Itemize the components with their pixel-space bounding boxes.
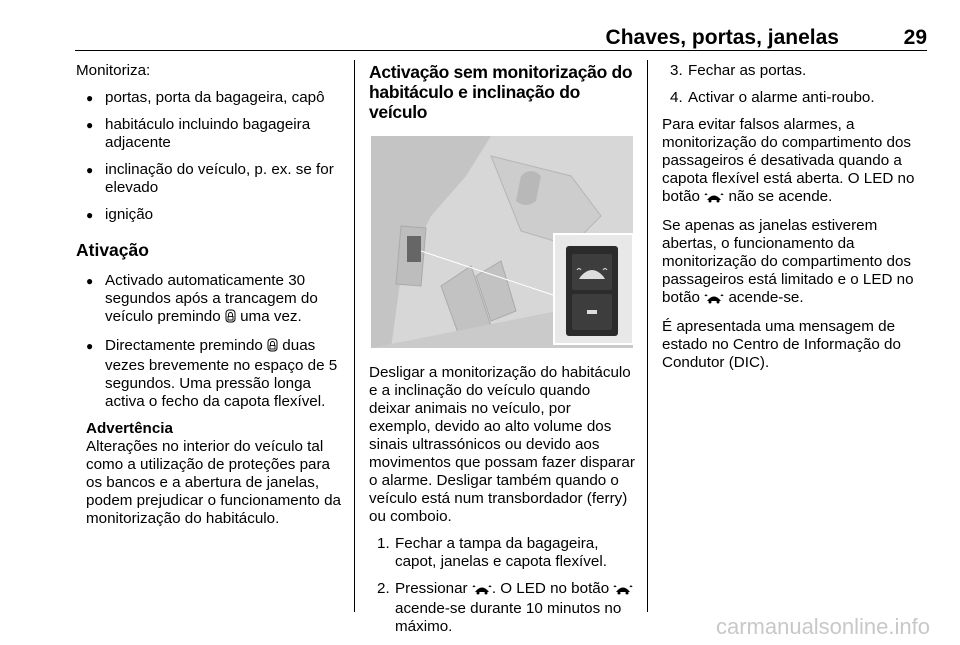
car-alarm-icon xyxy=(613,582,633,600)
paragraph-text: Se apenas as janelas estiverem abertas, o funcionamento da monitorização do compartimento dos passageiros está limitado e o LED no botão xyxy=(662,217,914,306)
warning-text: Alterações no interior do veículo tal como a utilização de proteções para os bancos e a abertura de janelas, podem prejudicar o funcionamento da monitorização do habitáculo. xyxy=(86,438,341,527)
chapter-title: Chaves, portas, janelas xyxy=(605,26,839,49)
body-paragraph: É apresentada uma mensagem de estado no Centro de Informação do Condutor (DIC). xyxy=(662,318,901,371)
body-paragraph: Desligar a monitorização do habitáculo e a inclinação do veículo quando deixar animais no veículo, por exemplo, devido ao alto volume dos sinais ultrassónicos ou devido aos movimentos que possam fazer disparar o alarme. Desligar também quando o veículo está num transbordador (ferry) ou comboio. xyxy=(369,364,635,525)
paragraph-text: acende-se. xyxy=(724,289,804,306)
list-item: ● portas, porta da bagageira, capô xyxy=(76,89,346,107)
steps-list xyxy=(662,62,930,107)
warning-title: Advertência xyxy=(86,420,173,437)
list-item xyxy=(369,580,635,636)
step-text: Fechar a tampa da bagageira, capot, janelas e capota flexível. xyxy=(395,535,607,570)
column-2 xyxy=(369,62,635,645)
header-rule xyxy=(75,50,927,51)
car-alarm-icon xyxy=(472,582,492,600)
activation-text: Activado automaticamente 30 segundos após a trancagem do veículo premindo xyxy=(105,272,318,325)
step-number: 2. xyxy=(377,580,390,597)
list-item xyxy=(662,89,930,107)
step-text: Activar o alarme anti-roubo. xyxy=(688,89,875,106)
column-3 xyxy=(662,62,930,381)
car-alarm-icon xyxy=(704,190,724,208)
list-item: ● inclinação do veículo, p. ex. se for elevado xyxy=(76,161,346,197)
step-text: acende-se durante 10 minutos no máximo. xyxy=(395,600,622,635)
step-number: 4. xyxy=(670,89,683,106)
activation-list xyxy=(76,272,346,411)
list-item xyxy=(369,535,635,571)
activation-text: Directamente premindo xyxy=(105,337,268,354)
list-item: ● ignição xyxy=(76,206,346,224)
dashboard-illustration xyxy=(371,136,633,348)
body-paragraph xyxy=(662,116,930,208)
activation-text: uma vez. xyxy=(235,308,302,325)
column-divider xyxy=(647,60,648,612)
column-divider xyxy=(354,60,355,612)
list-item xyxy=(76,272,346,328)
step-text: Pressionar xyxy=(395,580,472,597)
column-1 xyxy=(76,62,346,528)
warning-block xyxy=(76,420,346,528)
key-lock-icon xyxy=(225,309,236,328)
step-text: . O LED no botão xyxy=(491,580,614,597)
monitors-intro: Monitoriza: xyxy=(76,62,151,79)
page-number: 29 xyxy=(903,26,927,49)
section-heading: Activação sem monitorização do habitáculo e inclinação do veículo xyxy=(369,62,633,122)
paragraph-text: Para evitar falsos alarmes, a monitorização do compartimento dos passageiros é desativada quando a capota flexível está aberta. O LED no botão xyxy=(662,116,915,205)
step-text: Fechar as portas. xyxy=(688,62,807,79)
paragraph-text: não se acende. xyxy=(724,188,833,205)
list-item xyxy=(76,337,346,411)
car-alarm-icon xyxy=(704,291,724,309)
step-number: 3. xyxy=(670,62,683,79)
dashboard-button-figure xyxy=(371,136,633,348)
watermark: carmanualsonline.info xyxy=(715,614,930,639)
body-paragraph xyxy=(662,217,930,309)
page-header xyxy=(75,0,927,50)
activation-text: duas vezes brevemente no espaço de 5 segundos. Uma pressão longa activa o fecho da capota flexível. xyxy=(105,337,338,410)
list-item: ● habitáculo incluindo bagageira adjacente xyxy=(76,116,346,152)
activation-heading: Ativação xyxy=(76,240,149,260)
monitors-list xyxy=(76,89,346,224)
list-item xyxy=(662,62,930,80)
steps-list xyxy=(369,535,635,636)
step-number: 1. xyxy=(377,535,390,552)
key-lock-icon xyxy=(267,338,278,357)
